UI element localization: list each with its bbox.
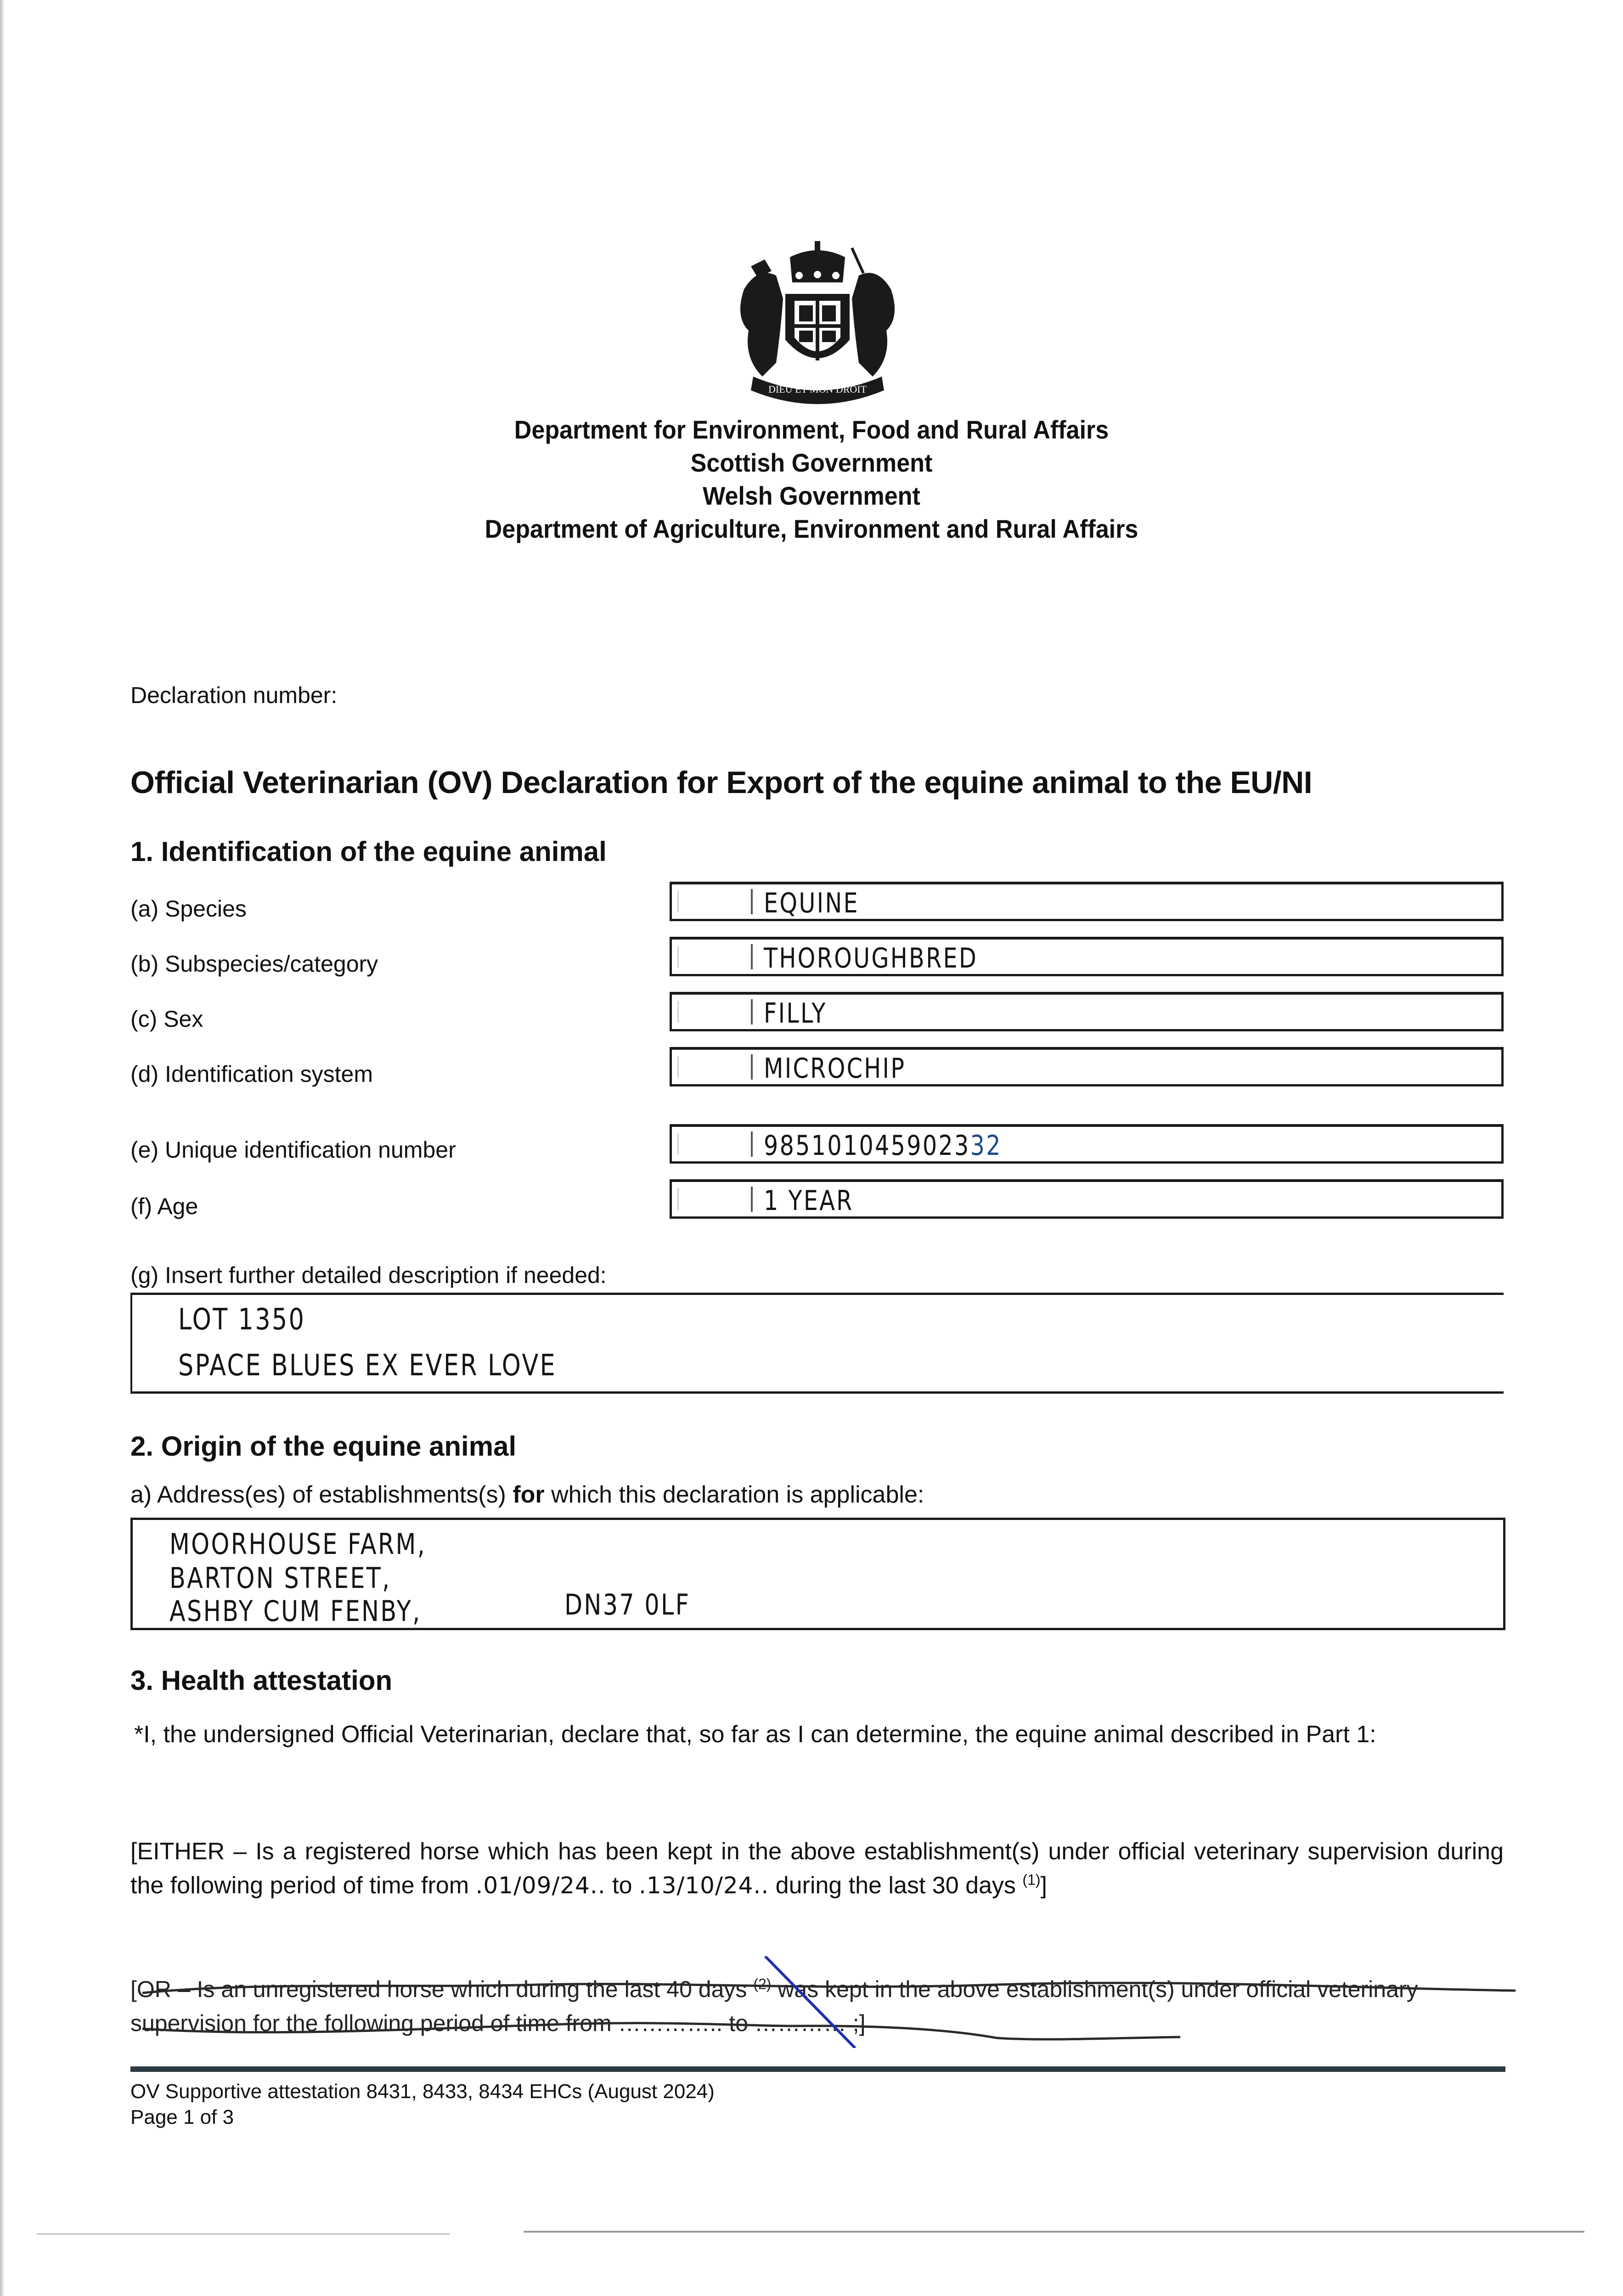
box-divider xyxy=(751,1131,753,1157)
sex-field[interactable] xyxy=(670,992,1504,1031)
to-word: to xyxy=(605,1872,639,1899)
address-line-2: BARTON STREET, xyxy=(169,1561,391,1595)
blue-diagonal-cancel xyxy=(765,1956,855,2048)
identification-system-value: MICROCHIP xyxy=(764,1052,906,1085)
strike-line-2 xyxy=(142,2023,1180,2039)
section2-heading: 2. Origin of the equine animal xyxy=(130,1431,517,1462)
unique-id-value-main: 9851010459023 xyxy=(764,1130,970,1162)
address-label-bold: for xyxy=(513,1481,545,1508)
box-inner-line xyxy=(677,891,679,912)
issuing-authorities xyxy=(57,413,1567,546)
box-divider xyxy=(751,1054,753,1080)
authority-welsh-government: Welsh Government xyxy=(703,481,920,510)
unique-id-field[interactable] xyxy=(670,1124,1504,1164)
box-divider xyxy=(751,1187,753,1212)
box-divider xyxy=(751,999,753,1024)
either-close: ] xyxy=(1040,1872,1047,1899)
sex-label: (c) Sex xyxy=(130,1006,203,1032)
footnote-2: (2) xyxy=(753,1975,772,1992)
age-field[interactable] xyxy=(670,1179,1504,1219)
either-text: [EITHER – Is a registered horse which has been kept in the above establishment(s) under official veterinary supervision during the following period of time from xyxy=(130,1838,1504,1899)
from-date: .01/09/24.. xyxy=(475,1872,606,1899)
address-postcode: DN37 0LF xyxy=(564,1588,691,1621)
species-field[interactable] xyxy=(670,882,1504,921)
unique-id-value xyxy=(764,1130,1002,1162)
footer-rule xyxy=(130,2066,1505,2072)
section1-heading: 1. Identification of the equine animal xyxy=(130,836,607,867)
attestation-intro: *I, the undersigned Official Veterinarian, declare that, so far as I can determine, the equine animal described in Part 1: xyxy=(134,1721,1376,1748)
strike-line-1 xyxy=(142,1983,1516,1993)
either-clause xyxy=(130,1835,1504,1902)
box-inner-line xyxy=(677,1188,679,1210)
section3-heading: 3. Health attestation xyxy=(130,1665,393,1696)
age-value: 1 YEAR xyxy=(764,1185,854,1217)
footnote-1: (1) xyxy=(1022,1871,1041,1888)
description-line-2: SPACE BLUES EX EVER LOVE xyxy=(178,1349,557,1383)
either-text-after: during the last 30 days xyxy=(769,1872,1023,1899)
identification-system-field[interactable] xyxy=(670,1047,1504,1086)
box-divider xyxy=(751,944,753,969)
address-label-text-end: which this declaration is applicable: xyxy=(544,1481,924,1508)
description-field[interactable] xyxy=(130,1293,1504,1394)
or-text: [OR – Is an unregistered horse which during the last 40 days xyxy=(130,1976,754,2002)
description-line-1: LOT 1350 xyxy=(178,1303,306,1337)
address-line-1: MOORHOUSE FARM, xyxy=(169,1527,427,1561)
declaration-number-label: Declaration number: xyxy=(130,682,338,708)
authority-daera: Department of Agriculture, Environment and Rural Affairs xyxy=(485,514,1138,543)
age-label: (f) Age xyxy=(130,1193,198,1219)
authority-defra: Department for Environment, Food and Rural Affairs xyxy=(514,415,1109,444)
species-value: EQUINE xyxy=(764,887,859,919)
or-text-after: was kept in the above establishment(s) under official veterinary supervision for the following period of time from ………….. to ………… ;] xyxy=(130,1976,1418,2036)
address-label-text: a) Address(es) of establishments(s) xyxy=(130,1481,513,1508)
footer-reference: OV Supportive attestation 8431, 8433, 8434 EHCs (August 2024) xyxy=(130,2080,715,2103)
box-inner-line xyxy=(677,1056,679,1078)
subspecies-label: (b) Subspecies/category xyxy=(130,951,378,977)
document-title: Official Veterinarian (OV) Declaration for Export of the equine animal to the EU/NI xyxy=(130,765,1313,800)
subspecies-value: THOROUGHBRED xyxy=(764,942,978,974)
box-inner-line xyxy=(677,1001,679,1023)
sex-value: FILLY xyxy=(764,997,827,1030)
subspecies-field[interactable] xyxy=(670,937,1504,976)
footer-page-number: Page 1 of 3 xyxy=(130,2106,234,2128)
unique-id-label: (e) Unique identification number xyxy=(130,1137,456,1163)
authority-scottish-government: Scottish Government xyxy=(690,448,933,477)
scan-artifact-line xyxy=(524,2231,1584,2233)
svg-text:DIEU ET MON DROIT: DIEU ET MON DROIT xyxy=(768,383,867,395)
scan-artifact-line xyxy=(37,2233,450,2235)
royal-coat-of-arms-icon xyxy=(726,239,909,404)
description-label: (g) Insert further detailed description if needed: xyxy=(130,1262,607,1288)
box-inner-line xyxy=(677,946,679,968)
strikethrough-marks xyxy=(124,1956,1525,2048)
address-label xyxy=(130,1481,924,1508)
box-divider xyxy=(751,889,753,914)
address-line-3: ASHBY CUM FENBY, xyxy=(169,1594,422,1628)
species-label: (a) Species xyxy=(130,896,247,922)
to-date: .13/10/24.. xyxy=(638,1872,769,1899)
scan-edge xyxy=(0,0,5,2296)
address-field[interactable] xyxy=(130,1518,1505,1630)
box-inner-line xyxy=(677,1133,679,1155)
identification-system-label: (d) Identification system xyxy=(130,1061,373,1087)
unique-id-value-tail: 32 xyxy=(970,1130,1002,1162)
